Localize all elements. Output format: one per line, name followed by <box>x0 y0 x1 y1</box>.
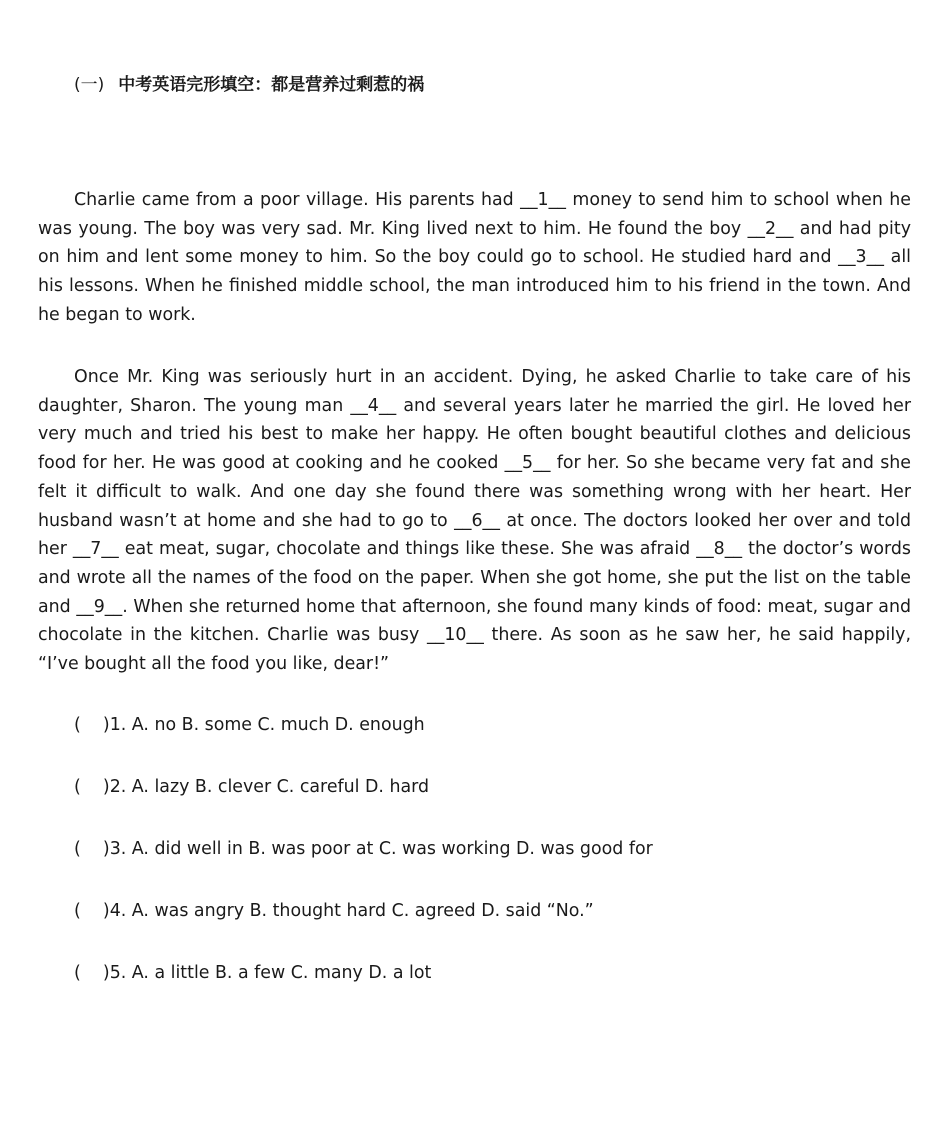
answer-bracket: ( ) <box>74 777 110 797</box>
question-item-2 <box>74 775 429 799</box>
answer-bracket: ( ) <box>74 839 110 859</box>
answer-bracket: ( ) <box>74 963 110 983</box>
question-text: 5. A. a little B. a few C. many D. a lot <box>109 963 432 983</box>
answer-bracket: ( ) <box>74 715 110 735</box>
section-number: (一) <box>74 75 105 95</box>
question-item-3 <box>74 837 653 861</box>
passage-paragraph-2: Once Mr. King was seriously hurt in an accident. Dying, he asked Charlie to take care of his daughter, Sharon. The young man __4__ and several years later he married the girl. He loved her very much and tried his best to make her happy. He often bought beautiful clothes and delicious food for her. He was good at cooking and he cooked __5__ for her. So she became very fat and she felt it difficult to walk. And one day she found there was something wrong with her heart. Her husband wasn’t at home and she had to go to __6__ at once. The doctors looked her over and told her __7__ eat meat, sugar, chocolate and things like these. She was afraid __8__ the doctor’s words and wrote all the names of the food on the paper. When she got home, she put the list on the table and __9__. When she returned home that afternoon, she found many kinds of food: meat, sugar and chocolate in the kitchen. Charlie was busy __10__ there. As soon as he saw her, he said happily, “I’ve bought all the food you like, dear!” <box>38 367 911 675</box>
section-heading <box>74 74 424 96</box>
answer-bracket: ( ) <box>74 901 110 921</box>
question-item-1 <box>74 713 425 737</box>
question-text: 2. A. lazy B. clever C. careful D. hard <box>109 777 430 797</box>
question-text: 3. A. did well in B. was poor at C. was working D. was good for <box>109 839 653 859</box>
question-text: 4. A. was angry B. thought hard C. agreed D. said “No.” <box>109 901 594 921</box>
section-title: 中考英语完形填空：都是营养过剩惹的祸 <box>118 75 425 95</box>
passage-paragraph-1: Charlie came from a poor village. His parents had __1__ money to send him to school when he was young. The boy was very sad. Mr. King lived next to him. He found the boy __2__ and had pity on him and lent some money to him. So the boy could go to school. He studied hard and __3__ all his lessons. When he finished middle school, the man introduced him to his friend in the town. And he began to work. <box>38 190 911 325</box>
question-text: 1. A. no B. some C. much D. enough <box>109 715 425 735</box>
question-item-4 <box>74 899 594 923</box>
question-item-5 <box>74 961 431 985</box>
